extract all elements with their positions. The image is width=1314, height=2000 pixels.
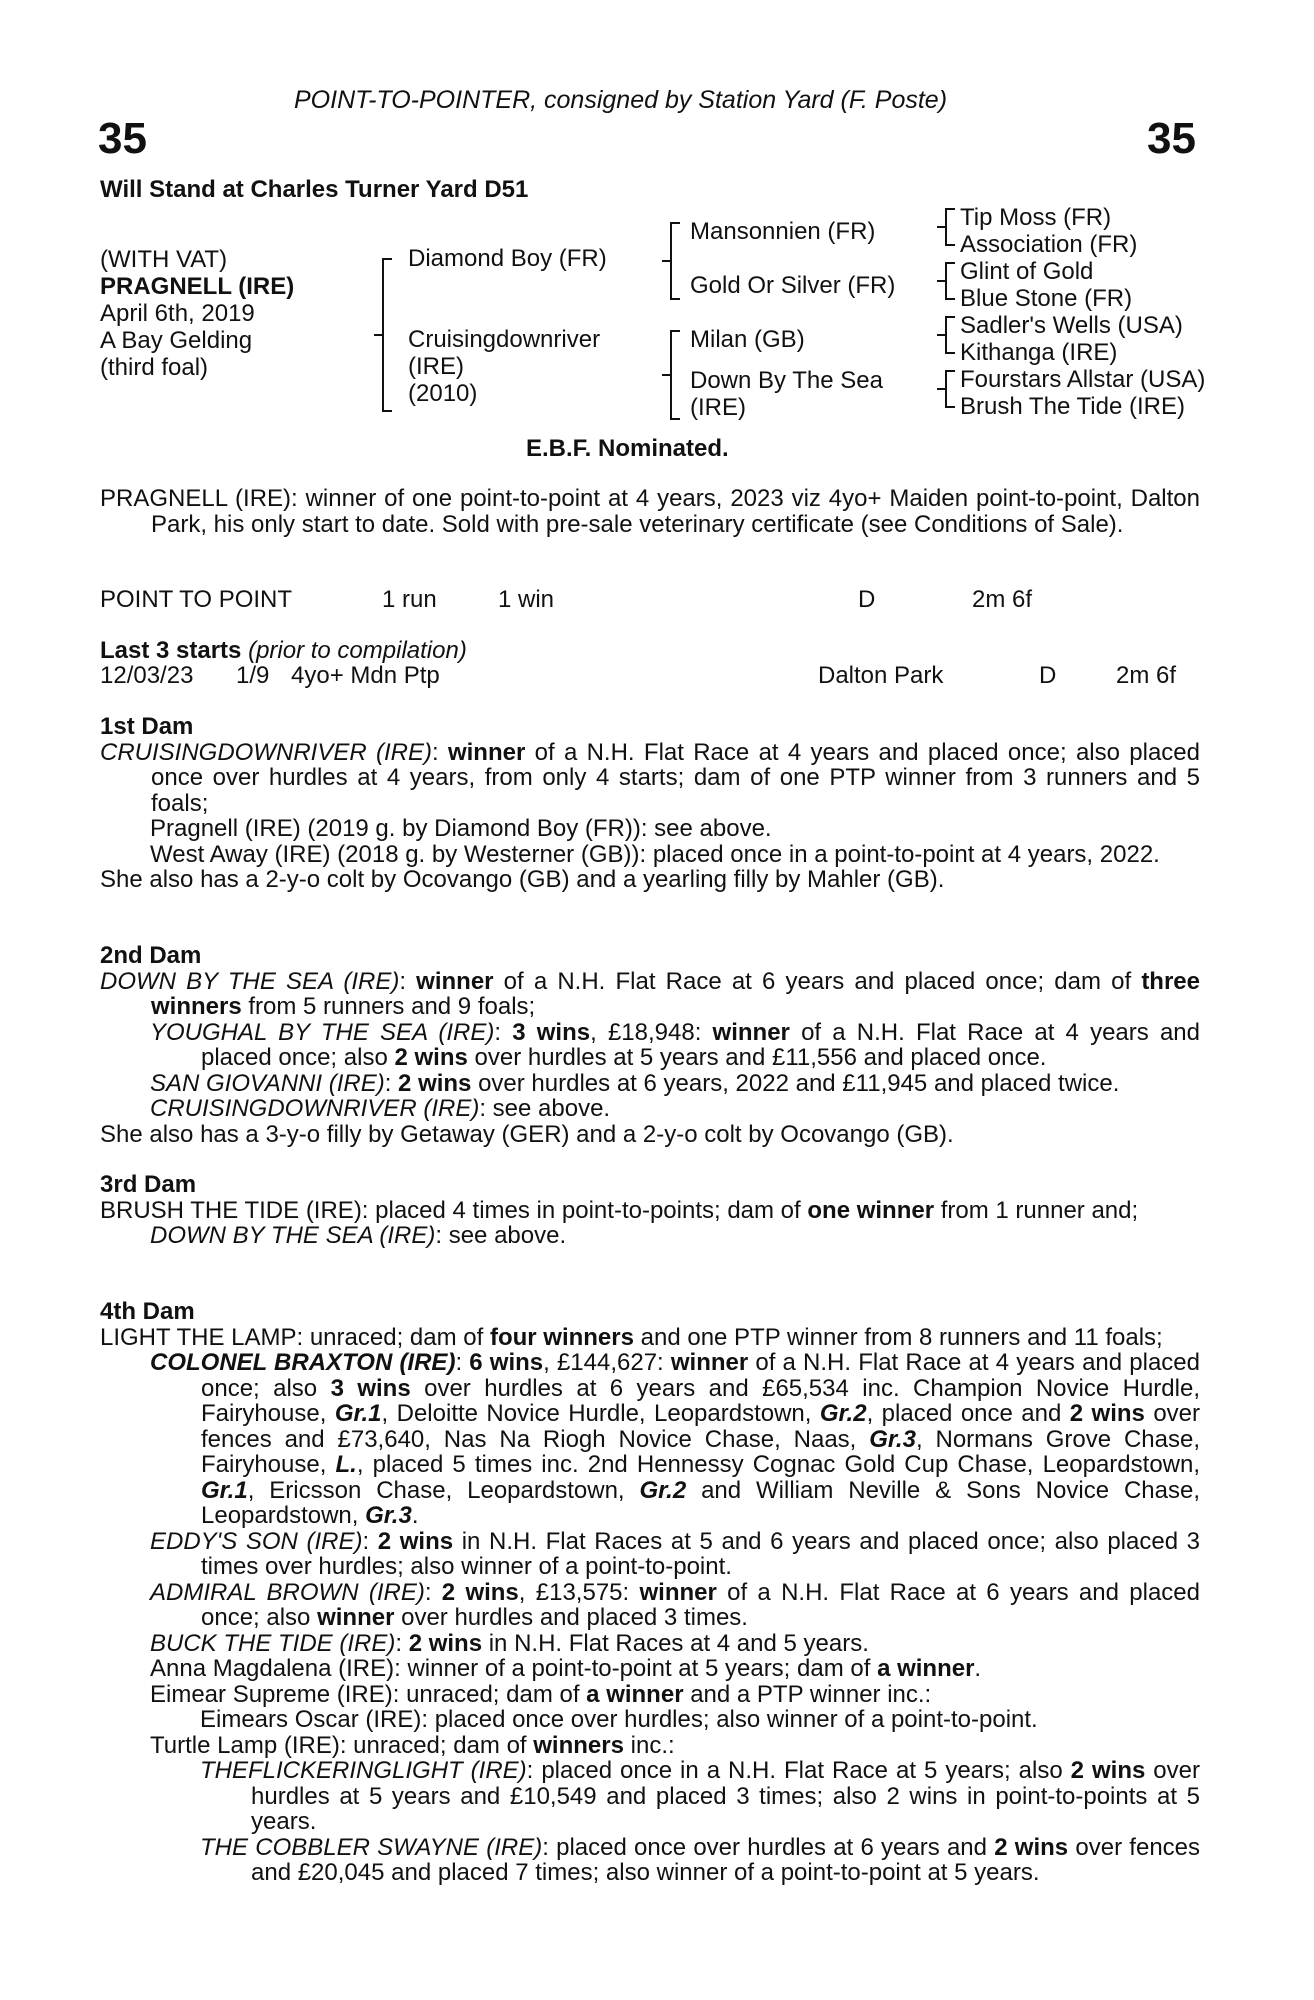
start-race: 4yo+ Mdn Ptp [291,662,440,689]
first-dam-heading: 1st Dam [100,713,194,740]
pedigree-brace-3c [945,316,955,354]
pedigree-sdd: Blue Stone (FR) [960,285,1133,312]
horse-summary: PRAGNELL (IRE): winner of one point-to-point at 4 years, 2023 viz 4yo+ Maiden point-to-point, Dalton Park, his only start to date. Sold with pre-sale veterinary certificate (see Conditions of Sale). [100,485,1200,538]
third-dam-entry: BRUSH THE TIDE (IRE): placed 4 times in point-to-points; dam of one winner from 1 runner and; [100,1196,1139,1224]
pedigree-ssd: Association (FR) [960,231,1138,258]
lot-number-left: 35 [98,114,147,163]
first-dam-entry: CRUISINGDOWNRIVER (IRE): winner of a N.H. Flat Race at 4 years and placed once; also placed once over hurdles at 4 years, from only 4 starts; dam of one PTP winner from 3 runners and 5 foals; [100,738,1200,817]
horse-name: PRAGNELL (IRE) [100,273,295,300]
start-distance: 2m 6f [1116,662,1177,689]
fourth-dam-produce-colonel-braxton: COLONEL BRAXTON (IRE): 6 wins, £144,627: winner of a N.H. Flat Race at 4 years and placed once; also 3 wins over hurdles at 6 years and £65,534 inc. Champion Novice Hurdle, Fairyhouse, Gr.1, Deloitte Novice Hurdle, Leopardstown, Gr.2, placed once and 2 wins over fences and £73,640, Nas Na Riogh Novice Chase, Naas, Gr.3, Normans Grove Chase, Fairyhouse, L., placed 5 times inc. 2nd Hennessy Cognac Gold Cup Chase, Leopardstown, Gr.1, Ericsson Chase, Leopardstown, Gr.2 and William Neville & Sons Novice Chase, Leopardstown, Gr.3. [150,1349,1201,1529]
pedigree-dam-sire: Milan (GB) [690,326,805,353]
second-dam-produce-3: CRUISINGDOWNRIVER (IRE): see above. [150,1095,611,1122]
second-dam-produce-2: SAN GIOVANNI (IRE): 2 wins over hurdles at 6 years, 2022 and £11,945 and placed twice. [150,1069,1120,1097]
start-course: Dalton Park [818,662,944,689]
horse-dob: April 6th, 2019 [100,300,255,327]
fourth-dam-heading: 4th Dam [100,1298,195,1325]
fourth-dam-section [100,1299,1200,1886]
start-date: 12/03/23 [100,662,194,689]
record-type: POINT TO POINT [100,586,293,613]
page-header: POINT-TO-POINTER, consigned by Station Yard (F. Poste) [294,86,948,114]
start-position: 1/9 [236,662,270,689]
pedigree-dsd: Kithanga (IRE) [960,339,1118,366]
pedigree-sire-dam: Gold Or Silver (FR) [690,272,896,299]
fourth-dam-produce-anna-magdalena: Anna Magdalena (IRE): winner of a point-to-point at 5 years; dam of a winner. [150,1655,982,1682]
first-dam-produce-1: Pragnell (IRE) (2019 g. by Diamond Boy (FR)): see above. [150,815,772,842]
second-dam-also: She also has a 3-y-o filly by Getaway (GER) and a 2-y-o colt by Ocovango (GB). [100,1120,954,1148]
stand-location: Will Stand at Charles Turner Yard D51 [100,176,529,203]
pedigree-brace-2a [670,222,680,300]
pedigree-sire: Diamond Boy (FR) [408,245,607,272]
pedigree-dam-dam-line-2: (IRE) [690,394,746,421]
pedigree-brace-2b [670,330,680,420]
fourth-dam-produce-turtle-lamp: Turtle Lamp (IRE): unraced; dam of winners inc.: [150,1731,675,1759]
pedigree-sss: Tip Moss (FR) [960,204,1112,231]
pedigree-ddd: Brush The Tide (IRE) [960,393,1185,420]
pedigree-dam-line-3: (2010) [408,380,478,407]
fourth-dam-produce-admiral-brown: ADMIRAL BROWN (IRE): 2 wins, £13,575: winner of a N.H. Flat Race at 6 years and placed once; also winner over hurdles and placed 3 times. [150,1578,1200,1631]
second-dam-produce-1: YOUGHAL BY THE SEA (IRE): 3 wins, £18,948: winner of a N.H. Flat Race at 4 years and placed once; also 2 wins over hurdles at 5 years and £11,556 and placed once. [150,1018,1200,1071]
record-distance: 2m 6f [972,586,1033,613]
record-runs: 1 run [382,586,437,613]
first-dam-produce-2: West Away (IRE) (2018 g. by Westerner (GB)): placed once in a point-to-point at 4 years, 2022. [150,840,1160,868]
lot-number-right: 35 [1147,114,1196,163]
pedigree-brace-3a [945,208,955,246]
fourth-dam-produce-eimear-supreme: Eimear Supreme (IRE): unraced; dam of a winner and a PTP winner inc.: [150,1680,932,1708]
record-going: D [858,586,876,613]
pedigree-dam-line-2: (IRE) [408,353,464,380]
pedigree-dss: Sadler's Wells (USA) [960,312,1183,339]
pedigree-sire-sire: Mansonnien (FR) [690,218,876,245]
horse-foal: (third foal) [100,354,209,381]
horse-description: A Bay Gelding [100,327,253,354]
third-dam-section [100,1172,1200,1249]
pedigree-brace-1 [382,258,392,412]
pedigree-sds: Glint of Gold [960,258,1094,285]
first-dam-section [100,714,1200,893]
pedigree-dam-dam-line-1: Down By The Sea [690,367,883,394]
third-dam-produce-1: DOWN BY THE SEA (IRE): see above. [150,1222,567,1249]
ebf-nominated: E.B.F. Nominated. [526,435,729,462]
third-dam-heading: 3rd Dam [100,1171,197,1198]
pedigree-brace-3d [945,370,955,408]
fourth-dam-grandproduce-cobbler-swayne: THE COBBLER SWAYNE (IRE): placed once over hurdles at 6 years and 2 wins over fences and £20,045 and placed 7 times; also winner of a point-to-point at 5 years. [200,1833,1201,1886]
second-dam-section [100,943,1200,1147]
fourth-dam-grandproduce-eimears-oscar: Eimears Oscar (IRE): placed once over hurdles; also winner of a point-to-point. [200,1706,1038,1733]
fourth-dam-grandproduce-theflickeringlight: THEFLICKERINGLIGHT (IRE): placed once in a N.H. Flat Race at 5 years; also 2 wins over hurdles at 5 years and £10,549 and placed 3 times; also 2 wins in point-to-points at 5 years. [200,1757,1200,1835]
vat-note: (WITH VAT) [100,246,228,273]
fourth-dam-produce-buck-the-tide: BUCK THE TIDE (IRE): 2 wins in N.H. Flat Races at 4 and 5 years. [150,1629,869,1657]
second-dam-heading: 2nd Dam [100,942,202,969]
start-going: D [1039,662,1057,689]
last-starts-heading: Last 3 starts (prior to compilation) [100,637,467,664]
summary-section [100,486,1200,537]
fourth-dam-produce-eddys-son: EDDY'S SON (IRE): 2 wins in N.H. Flat Races at 5 and 6 years and placed once; also placed 3 times over hurdles; also winner of a point-to-point. [150,1527,1201,1580]
first-dam-also: She also has a 2-y-o colt by Ocovango (GB) and a yearling filly by Mahler (GB). [100,866,945,893]
pedigree-dds: Fourstars Allstar (USA) [960,366,1206,393]
pedigree-dam-line-1: Cruisingdownriver [408,326,601,353]
second-dam-entry: DOWN BY THE SEA (IRE): winner of a N.H. Flat Race at 6 years and placed once; dam of three winners from 5 runners and 9 foals; [100,967,1200,1020]
record-wins: 1 win [498,586,555,613]
fourth-dam-entry: LIGHT THE LAMP: unraced; dam of four winners and one PTP winner from 8 runners and 11 foals; [100,1323,1163,1351]
pedigree-brace-3b [945,262,955,300]
